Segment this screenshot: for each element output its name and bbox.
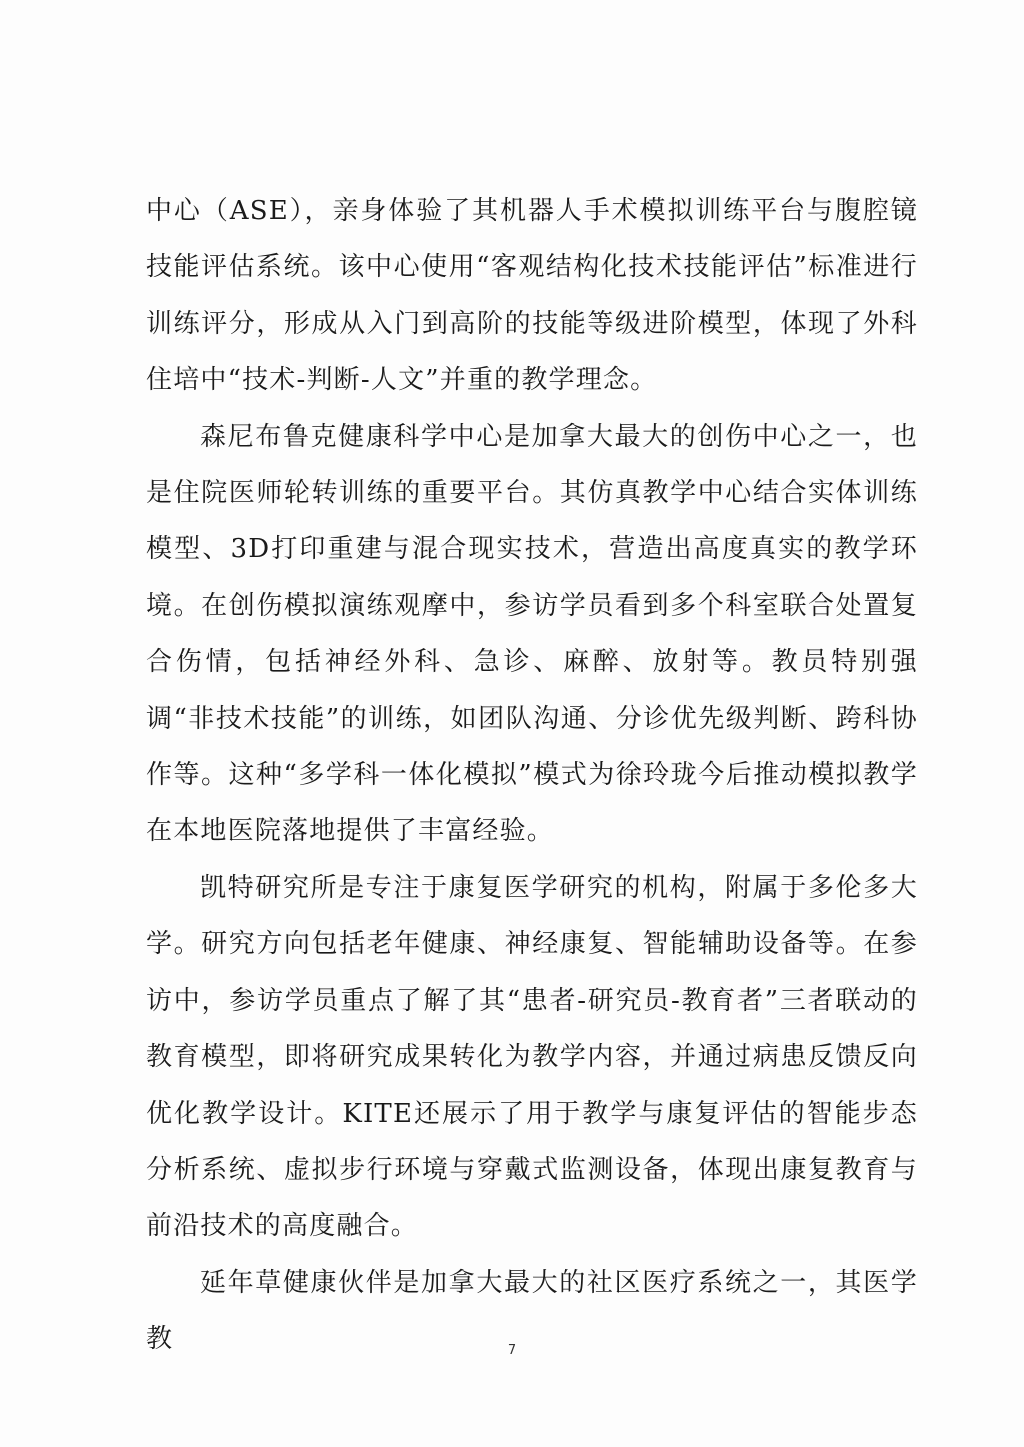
- paragraph-ase-center: 中心（ASE），亲身体验了其机器人手术模拟训练平台与腹腔镜技能评估系统。该中心使用“客观结构化技术技能评估”标准进行训练评分，形成从入门到高阶的技能等级进阶模型，体现了外科住培中“技术-判断-人文”并重的教学理念。: [146, 196, 918, 396]
- document-body: [146, 183, 918, 1368]
- paragraph-trillium-health: 延年草健康伙伴是加拿大最大的社区医疗系统之一，其医学教: [146, 1267, 918, 1355]
- page-number: 7: [507, 1343, 517, 1358]
- paragraph-sunnybrook: 森尼布鲁克健康科学中心是加拿大最大的创伤中心之一，也是住院医师轮转训练的重要平台。其仿真教学中心结合实体训练模型、3D打印重建与混合现实技术，营造出高度真实的教学环境。在创伤模拟演练观摩中，参访学员看到多个科室联合处置复合伤情，包括神经外科、急诊、麻醉、放射等。教员特别强调“非技术技能”的训练，如团队沟通、分诊优先级判断、跨科协作等。这种“多学科一体化模拟”模式为徐玲珑今后推动模拟教学在本地医院落地提供了丰富经验。: [146, 421, 918, 847]
- paragraph-kite-institute: 凯特研究所是专注于康复医学研究的机构，附属于多伦多大学。研究方向包括老年健康、神经康复、智能辅助设备等。在参访中，参访学员重点了解了其“患者-研究员-教育者”三者联动的教育模型，即将研究成果转化为教学内容，并通过病患反馈反向优化教学设计。KITE还展示了用于教学与康复评估的智能步态分析系统、虚拟步行环境与穿戴式监测设备，体现出康复教育与前沿技术的高度融合。: [146, 872, 918, 1242]
